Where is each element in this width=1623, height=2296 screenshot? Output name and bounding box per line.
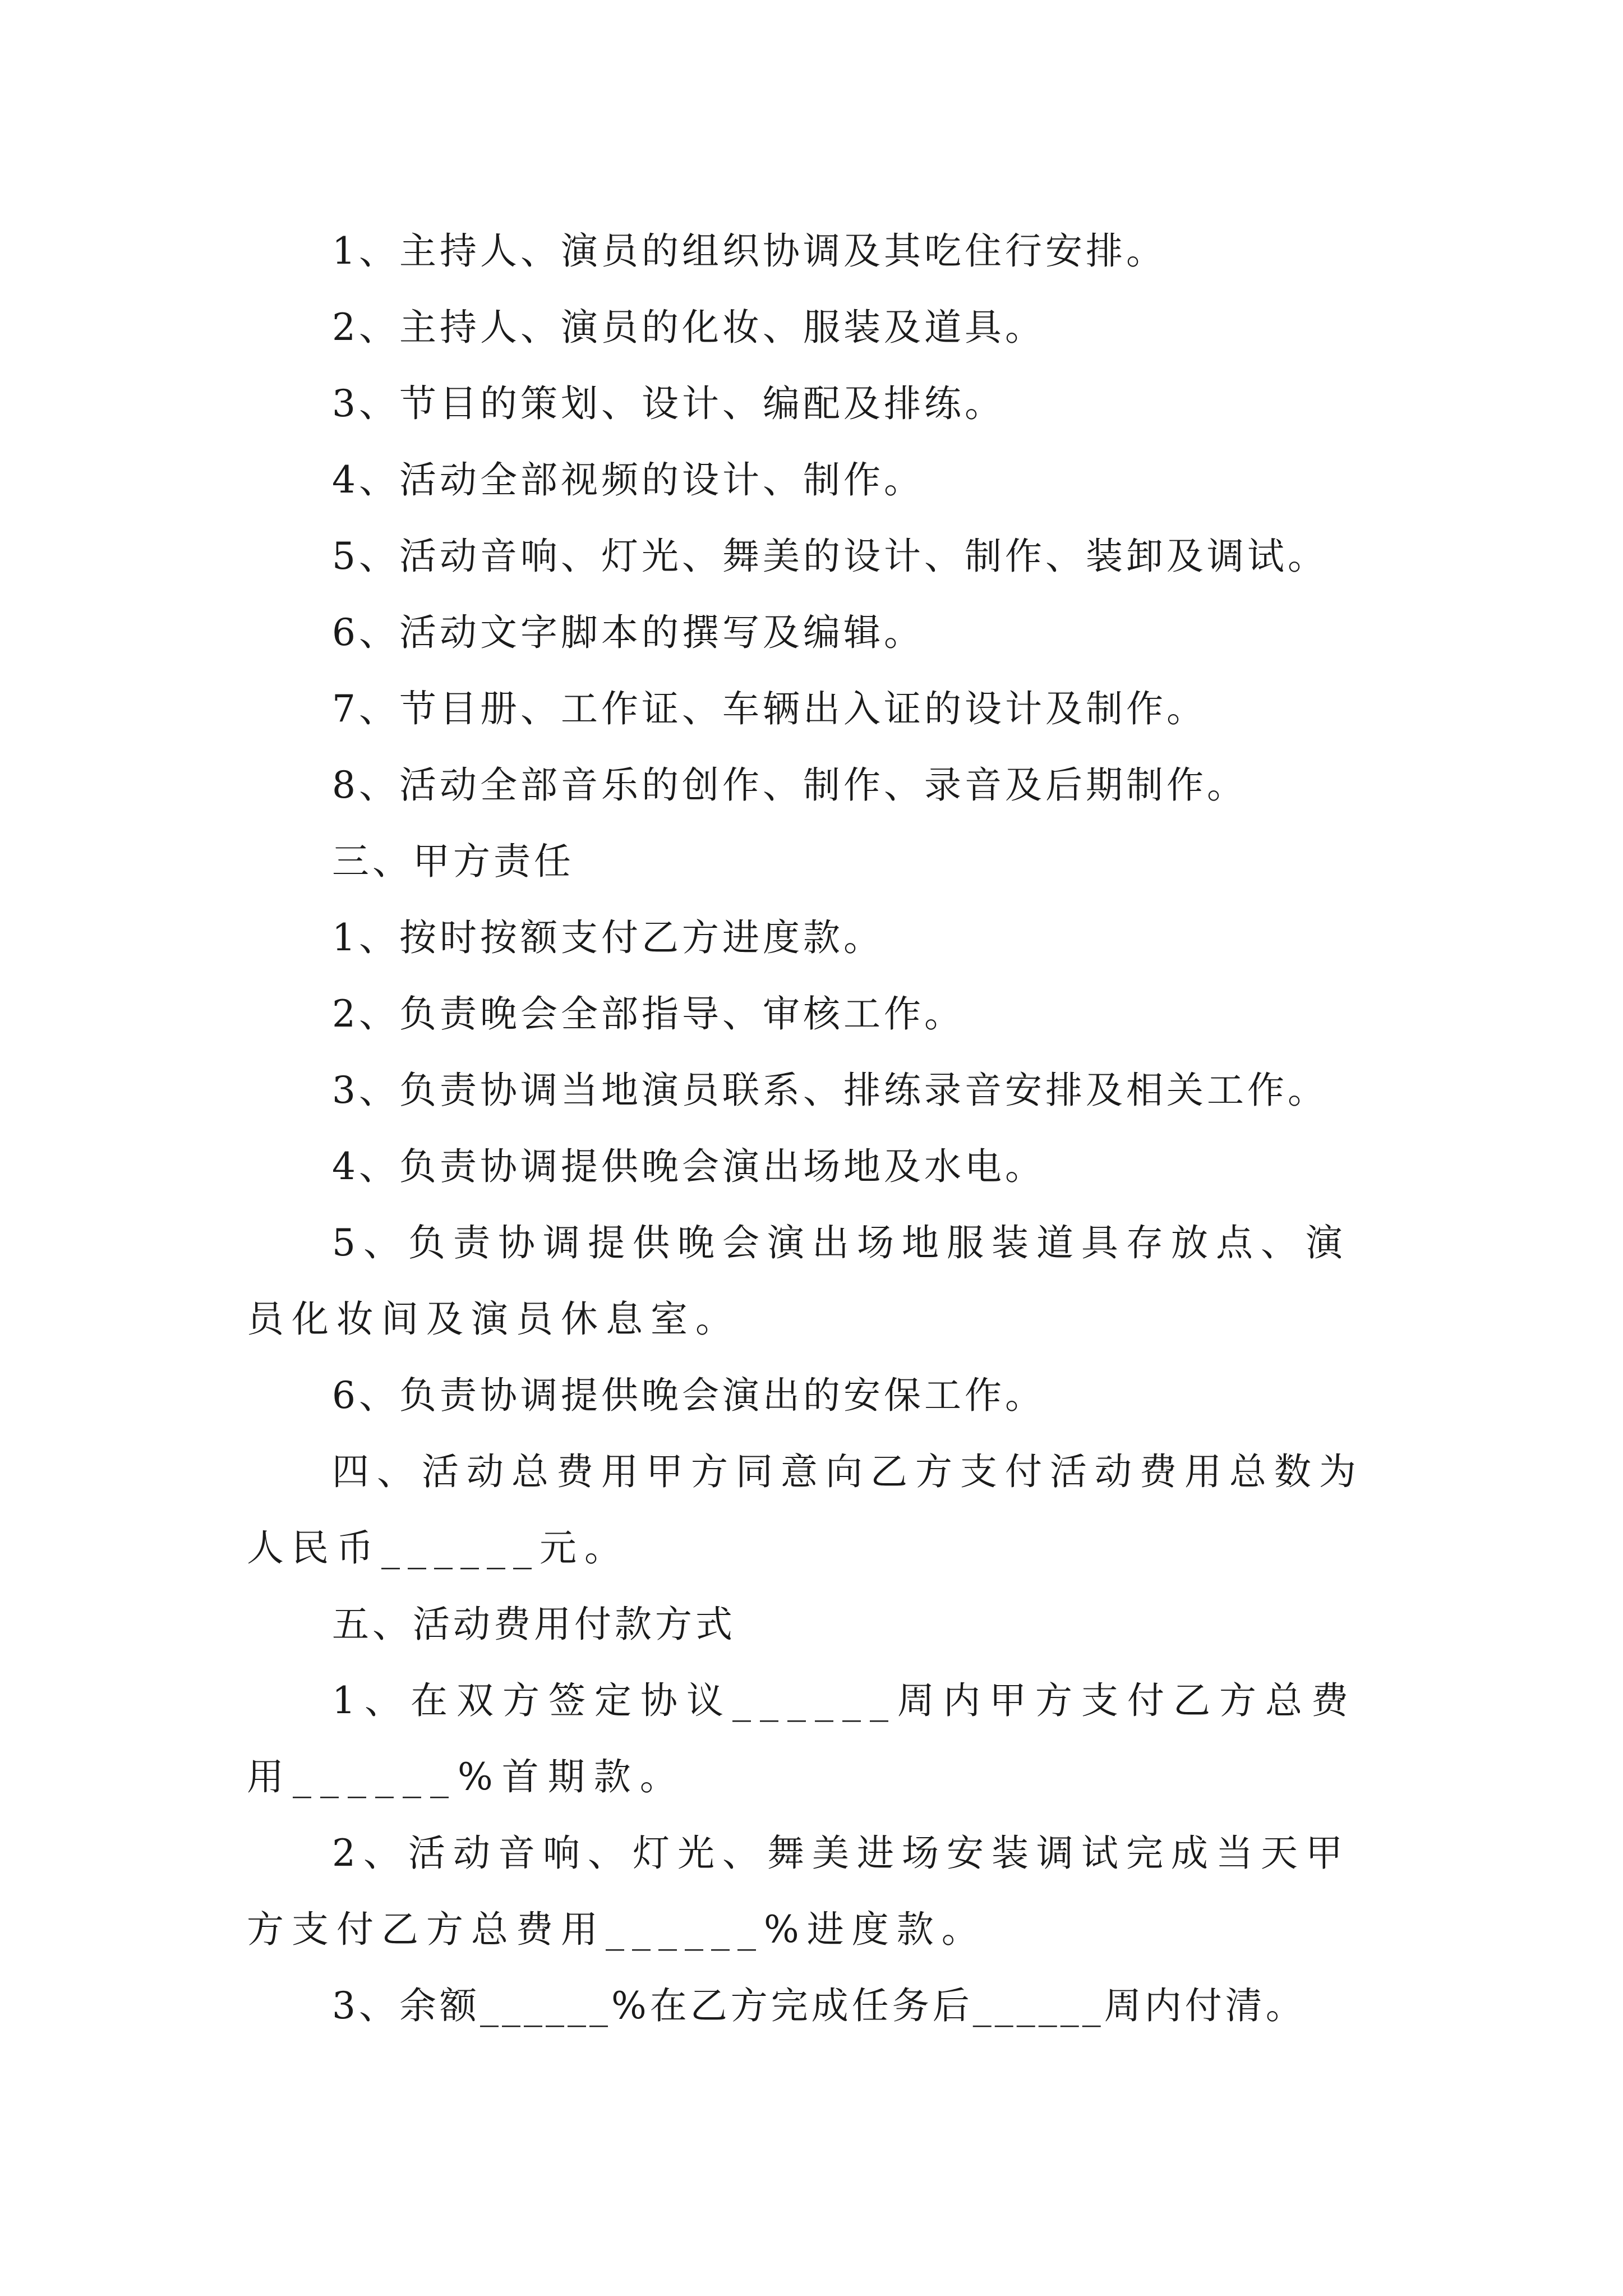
paragraph-item-11: 3、负责协调当地演员联系、排练录音安排及相关工作。	[332, 1069, 1328, 1112]
paragraph-item-15: 1、在双方签定协议______周内甲方支付乙方总费用______%首期款。	[247, 1679, 1357, 1798]
paragraph-item-8: 8、活动全部音乐的创作、制作、录音及后期制作。	[332, 763, 1247, 807]
section-heading-party-a: 三、甲方责任	[332, 840, 574, 883]
document-page	[247, 213, 1391, 2044]
paragraph-item-10: 2、负责晚会全部指导、审核工作。	[332, 992, 965, 1036]
paragraph-item-13: 5、负责协调提供晚会演出场地服装道具存放点、演员化妆间及演员休息室。	[247, 1221, 1350, 1341]
paragraph-item-6: 6、活动文字脚本的撰写及编辑。	[332, 611, 924, 654]
paragraph-item-7: 7、节目册、工作证、车辆出入证的设计及制作。	[332, 687, 1207, 730]
paragraph-item-3: 3、节目的策划、设计、编配及排练。	[332, 382, 1005, 425]
paragraph-item-17: 3、余额______%在乙方完成任务后______周内付清。	[332, 1984, 1306, 2027]
section-heading-total-fee: 四、活动总费用甲方同意向乙方支付活动费用总数为人民币______元。	[247, 1450, 1364, 1570]
section-heading-payment: 五、活动费用付款方式	[332, 1603, 736, 1646]
paragraph-item-5: 5、活动音响、灯光、舞美的设计、制作、装卸及调试。	[332, 535, 1328, 578]
paragraph-item-16: 2、活动音响、灯光、舞美进场安装调试完成当天甲方支付乙方总费用______%进度款。	[247, 1832, 1350, 1951]
paragraph-item-12: 4、负责协调提供晚会演出场地及水电。	[332, 1145, 1045, 1188]
paragraph-item-4: 4、活动全部视频的设计、制作。	[332, 458, 924, 501]
paragraph-item-2: 2、主持人、演员的化妆、服装及道具。	[332, 306, 1045, 349]
paragraph-item-14: 6、负责协调提供晚会演出的安保工作。	[332, 1374, 1045, 1417]
paragraph-item-9: 1、按时按额支付乙方进度款。	[332, 916, 884, 959]
paragraph-item-1: 1、主持人、演员的组织协调及其吃住行安排。	[332, 229, 1166, 273]
